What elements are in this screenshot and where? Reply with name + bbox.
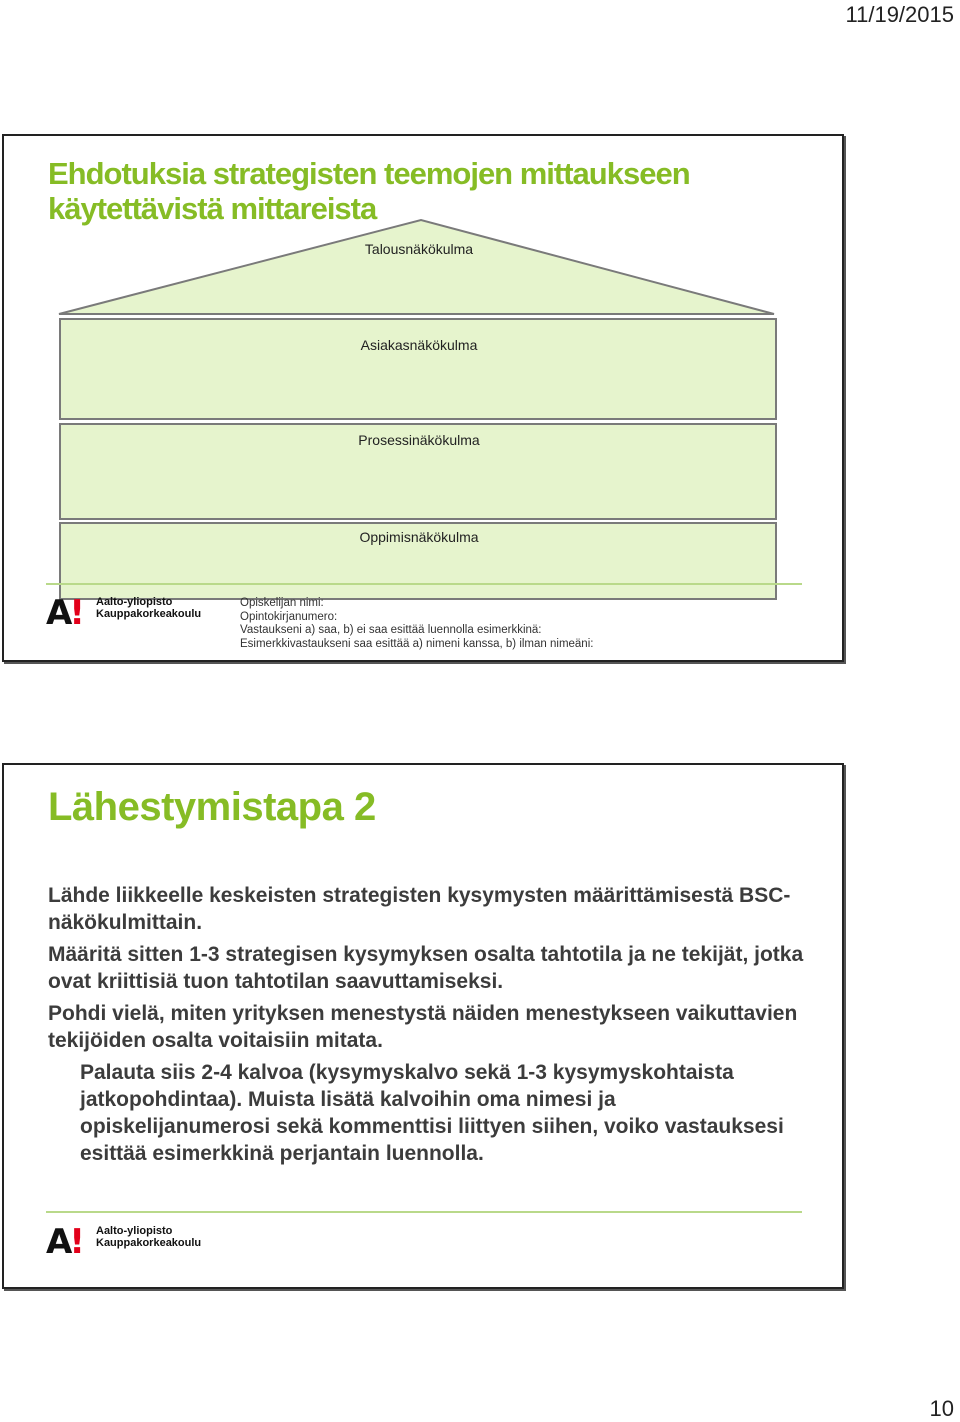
slide1-title-line2: käytettävistä mittareista [48,191,377,226]
slide2-body [48,882,808,1172]
roof-shape [59,220,774,314]
logo-school-name: Kauppakorkeakoulu [96,608,202,620]
instruction-paragraph-4: Palauta siis 2-4 kalvoa (kysymyskalvo sekä 1-3 kysymyskohtaista jatkopohdintaa). Muista lisätä kalvoihin oma nimesi ja opiskelijanumerosi sekä kommenttisi liittyen siihen, voiko vastauksesi esittää esimerkkinä perjantain luennolla. [80,1061,784,1165]
perspective-financial-label: Talousnäkökulma [364,241,474,257]
instruction-paragraph-1: Lähde liikkeelle keskeisten strategisten kysymysten määrittämisestä BSC-näkökulmittain. [48,884,791,934]
logo-university-name: Aalto-yliopisto [96,596,173,608]
slide1-footer-divider [46,583,802,585]
student-number-label: Opintokirjanumero: [240,610,338,623]
slide2-title: Lähestymistapa 2 [48,785,376,829]
aalto-a-mark: A! [46,1222,82,1262]
page-number: 10 [929,1396,954,1421]
slide-approach-2 [2,763,844,1289]
instruction-paragraph-3: Pohdi vielä, miten yrityksen menestystä näiden menestykseen vaikuttavien tekijöiden osalta voitaisiin mitata. [48,1002,798,1052]
slide1-title-line1: Ehdotuksia strategisten teemojen mittaukseen [48,156,690,191]
slide-balanced-scorecard-house [2,134,844,662]
instruction-paragraph-2: Määritä sitten 1-3 strategisen kysymyksen osalta tahtotila ja ne tekijät, jotka ovat kriittisiä tuon tahtotilan saavuttamiseksi. [48,943,804,993]
student-name-label: Opiskelijan nimi: [240,597,324,609]
aalto-a-mark: A! [46,593,82,633]
perspective-customer-box [59,318,777,420]
perspective-learning-label: Oppimisnäkökulma [359,529,479,545]
slide2-footer-divider [46,1211,802,1213]
logo-university-name: Aalto-yliopisto [96,1225,173,1237]
presentation-consent-label: Vastaukseni a) saa, b) ei saa esittää luennolla esimerkkinä: [240,624,542,636]
print-date: 11/19/2015 [845,2,954,27]
perspective-customer-label: Asiakasnäkökulma [360,337,478,353]
name-consent-label: Esimerkkivastaukseni saa esittää a) nimeni kanssa, b) ilman nimeäni: [240,637,594,650]
perspective-process-label: Prosessinäkökulma [358,432,480,448]
logo-school-name: Kauppakorkeakoulu [96,1237,202,1249]
student-info-block [240,597,593,651]
